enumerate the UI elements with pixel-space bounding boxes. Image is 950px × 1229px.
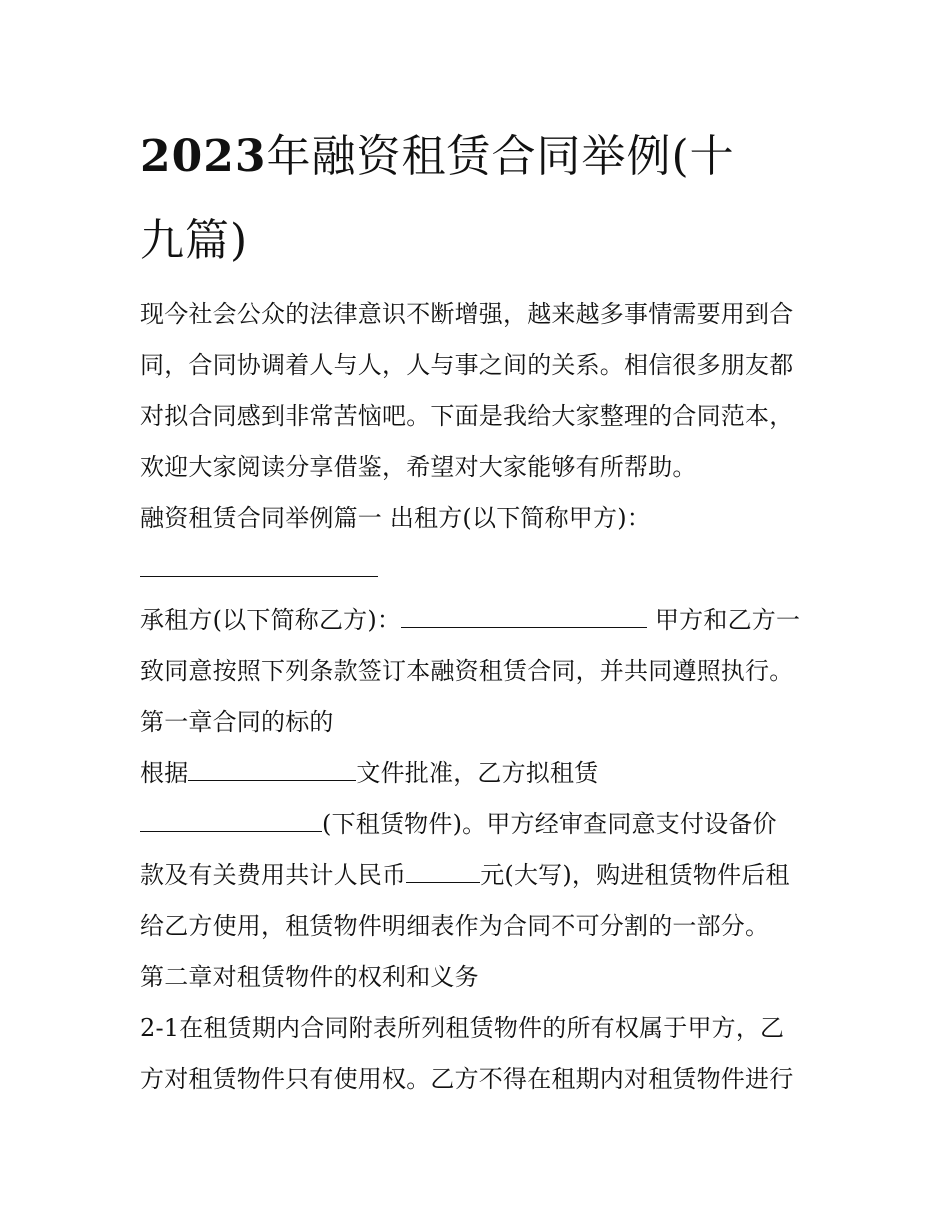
lessee-label: 承租方(以下简称乙方)： — [140, 606, 402, 634]
clause-2-1-line-2: 方对租赁物件只有使用权。乙方不得在租期内对租赁物件进行 — [140, 1065, 794, 1093]
chapter-2-heading: 第二章对租赁物件的权利和义务 — [140, 963, 479, 991]
basis-line-tail: 文件批准，乙方拟租赁 — [356, 759, 599, 787]
lease-object-line — [140, 799, 815, 850]
clause-2-1-line-1: 2-1在租赁期内合同附表所列租赁物件的所有权属于甲方，乙 — [140, 1014, 785, 1042]
lessor-blank-line — [140, 544, 815, 595]
lessor-name-blank[interactable] — [140, 554, 378, 577]
amount-line — [140, 850, 815, 901]
chapter-1-heading: 第一章合同的标的 — [140, 708, 334, 736]
agreement-line: 致同意按照下列条款签订本融资租赁合同，并共同遵照执行。 — [140, 657, 794, 685]
amount-line-tail: 元(大写)，购进租赁物件后租 — [480, 861, 790, 889]
usage-line: 给乙方使用，租赁物件明细表作为合同不可分割的一部分。 — [140, 912, 770, 940]
approval-document-blank[interactable] — [188, 758, 356, 781]
title-line2-text: 九篇) — [140, 215, 249, 266]
lease-object-blank[interactable] — [140, 809, 322, 832]
lessee-line-tail: 甲方和乙方一 — [647, 606, 801, 634]
amount-label: 款及有关费用共计人民币 — [140, 861, 407, 889]
basis-label: 根据 — [140, 759, 189, 787]
lessee-name-blank[interactable] — [401, 605, 647, 628]
lease-object-line-tail: (下租赁物件)。甲方经审查同意支付设备价 — [322, 810, 777, 838]
intro-line-1: 现今社会公众的法律意识不断增强，越来越多事情需要用到合 — [140, 300, 794, 328]
intro-line-2: 同，合同协调着人与人，人与事之间的关系。相信很多朋友都 — [140, 351, 794, 379]
title-year: 2023 — [140, 131, 267, 182]
title-line1-text: 年融资租赁合同举例(十 — [266, 131, 735, 182]
intro-line-3: 对拟合同感到非常苦恼吧。下面是我给大家整理的合同范本， — [140, 402, 794, 430]
intro-line-4: 欢迎大家阅读分享借鉴，希望对大家能够有所帮助。 — [140, 453, 697, 481]
document-page — [140, 115, 815, 1105]
lessee-line — [140, 595, 815, 646]
amount-blank[interactable] — [406, 860, 480, 883]
document-title — [140, 115, 815, 283]
lessor-line: 融资租赁合同举例篇一 出租方(以下简称甲方)： — [140, 504, 651, 532]
basis-line — [140, 748, 815, 799]
